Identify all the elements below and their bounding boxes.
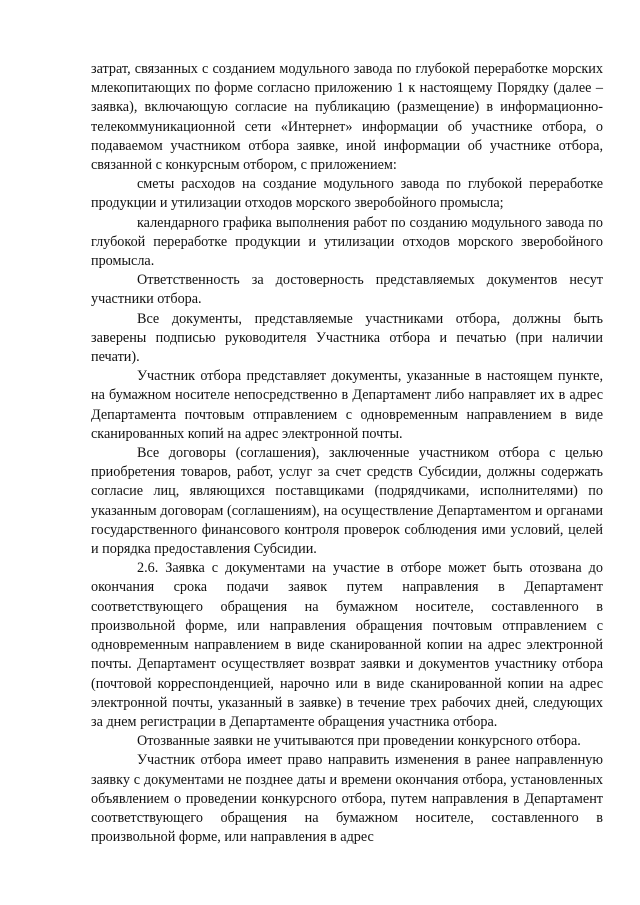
paragraph: Участник отбора имеет право направить изменения в ранее направленную заявку с документами не позднее даты и времени окончания отбора, установленных объявлением о проведении конкурсного отбора, путем направления в Департамент соответствующего обращения на бумажном носителе, составленного в произвольной форме, или направления в адрес — [91, 752, 603, 846]
paragraph: календарного графика выполнения работ по созданию модульного завода по глубокой переработке продукции и утилизации отходов морского зверобойного промысла. — [91, 214, 603, 270]
document-body — [91, 60, 603, 847]
paragraph: Отозванные заявки не учитываются при проведении конкурсного отбора. — [137, 733, 581, 750]
paragraph: сметы расходов на создание модульного завода по глубокой переработке продукции и утилизации отходов морского зверобойного промысла; — [91, 176, 603, 212]
paragraph: Ответственность за достоверность представляемых документов несут участники отбора. — [91, 272, 603, 308]
paragraph: Участник отбора представляет документы, указанные в настоящем пункте, на бумажном носителе непосредственно в Департамент либо направляет их в адрес Департамента почтовым отправлением с одновременным направлением в виде сканированных копий на адрес электронной почты. — [91, 368, 603, 442]
paragraph: Все договоры (соглашения), заключенные участником отбора с целью приобретения товаров, работ, услуг за счет средств Субсидии, должны содержать согласие лиц, являющихся поставщиками (подрядчиками, исполнителями) по указанным договорам (соглашениям), на осуществление Департаментом и органами государственного финансового контроля проверок соблюдения ими условий, целей и порядка предоставления Субсидии. — [91, 445, 603, 558]
paragraph: Все документы, представляемые участниками отбора, должны быть заверены подписью руководителя Участника отбора и печатью (при наличии печати). — [91, 310, 603, 366]
paragraph: 2.6. Заявка с документами на участие в отборе может быть отозвана до окончания срока подачи заявок путем направления в Департамент соответствующего обращения на бумажном носителе, составленного в произвольной форме, или направления обращения почтовым отправлением с одновременным направлением в виде сканированной копии на адрес электронной почты. Департамент осуществляет возврат заявки и документов участнику отбора (почтовой корреспонденцией, нарочно или в виде сканированной копии на адрес электронной почты, указанный в заявке) в течение трех рабочих дней, следующих за днем регистрации в Департаменте обращения участника отбора. — [91, 560, 603, 730]
paragraph: затрат, связанных с созданием модульного завода по глубокой переработке морских млекопитающих по форме согласно приложению 1 к настоящему Порядку (далее – заявка), включающую согласие на публикацию (размещение) в информационно-телекоммуникационной сети «Интернет» информации об участнике отбора, о подаваемом участником отбора заявке, иной информации об участнике отбора, связанной с конкурсным отбором, с приложением: — [91, 61, 603, 174]
